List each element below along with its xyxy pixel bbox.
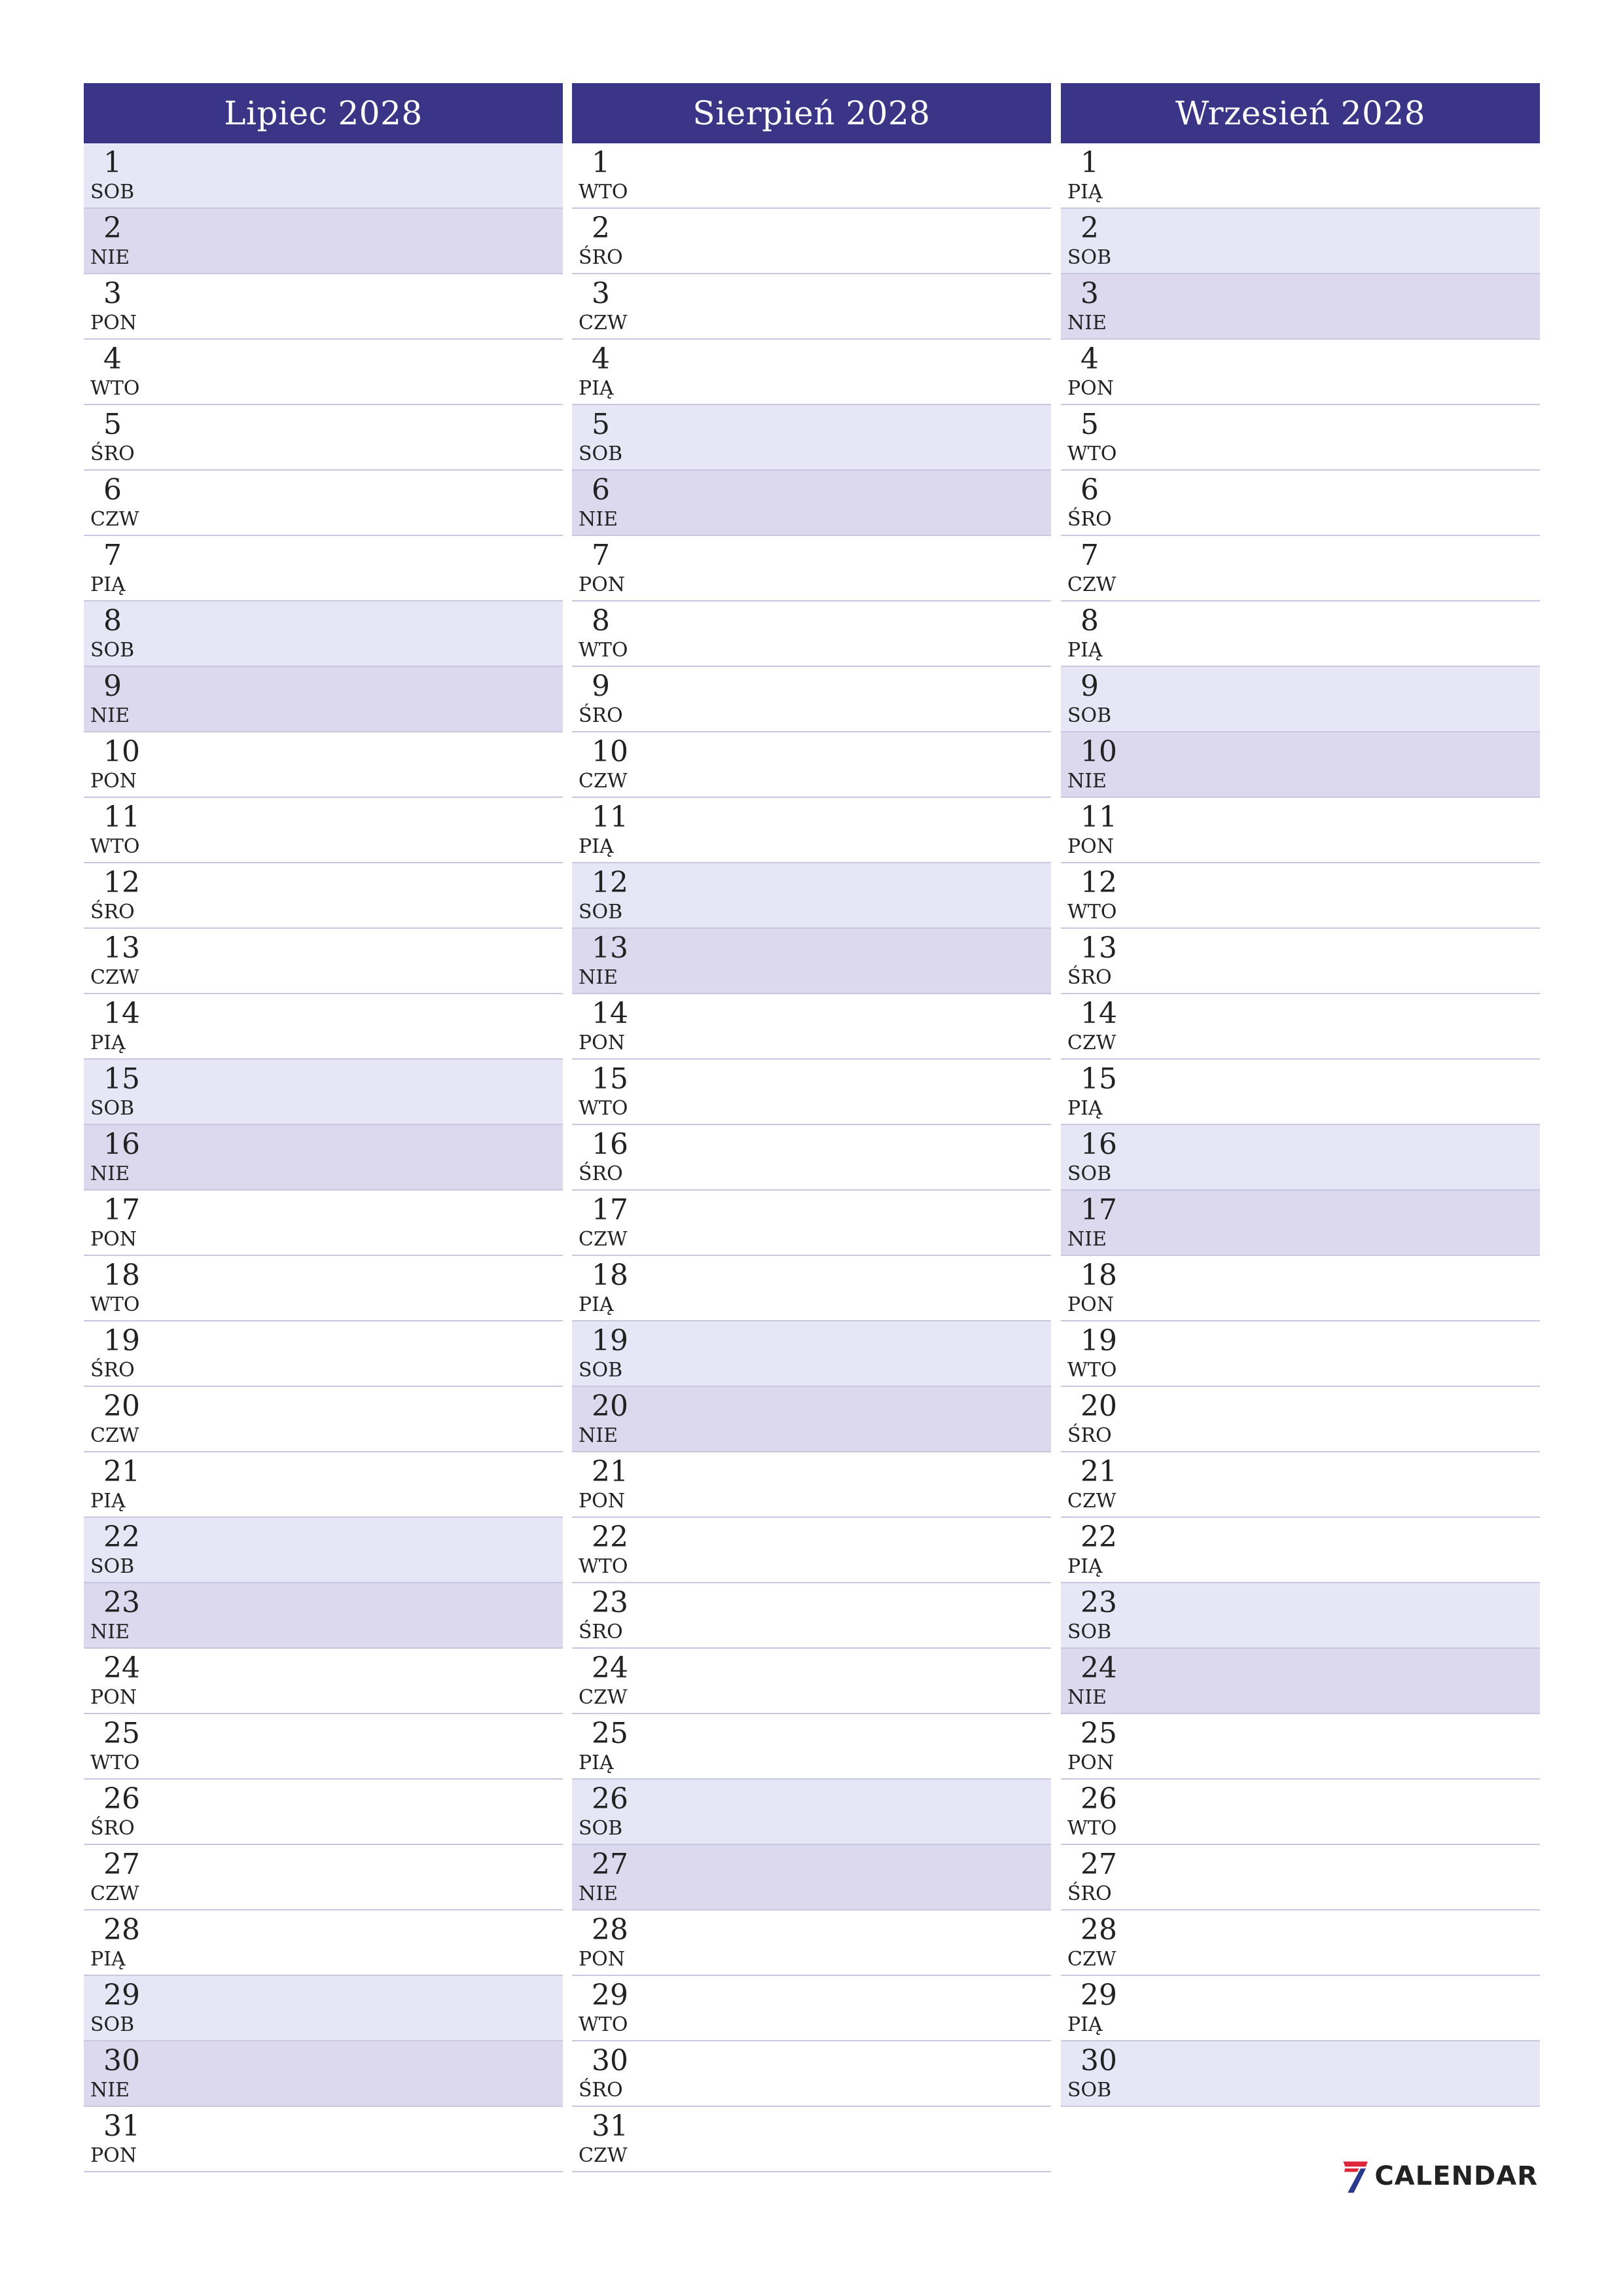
day-number: 30 [592,2044,628,2077]
day-row [572,1518,1051,1583]
month-title: Lipiec 2028 [84,83,563,143]
day-row [84,667,563,732]
weekday-name: CZW [579,1686,628,1709]
weekday-name: SOB [1067,1621,1112,1643]
weekday-name: NIE [579,508,618,531]
weekday-name: PIĄ [90,1948,126,1971]
weekday-name: NIE [90,704,130,727]
day-row [1061,471,1540,536]
day-number: 25 [1080,1717,1117,1750]
weekday-name: ŚRO [579,1621,623,1643]
day-row [1061,274,1540,340]
day-number: 29 [1080,1979,1117,2012]
weekday-name: WTO [90,377,140,400]
calendar-logo [1342,2150,1538,2202]
day-row [84,2041,563,2107]
weekday-name: ŚRO [90,901,135,924]
weekday-name: SOB [90,1555,135,1578]
day-row [572,471,1051,536]
day-row [84,1583,563,1649]
weekday-name: SOB [579,1359,623,1382]
day-number: 24 [592,1651,628,1685]
day-row [1061,340,1540,405]
weekday-name: PIĄ [579,835,614,858]
day-row [572,143,1051,209]
weekday-name: PON [1067,1751,1115,1774]
day-row [572,1125,1051,1191]
day-row [572,340,1051,405]
day-row [1061,1125,1540,1191]
logo-text: CALENDAR [1374,2161,1538,2191]
day-number: 12 [1080,866,1117,899]
day-row [84,340,563,405]
weekday-name: SOB [1067,2079,1112,2102]
day-row [84,1256,563,1321]
day-number: 19 [592,1324,628,1357]
weekday-name: ŚRO [579,246,623,269]
weekday-name: PIĄ [579,377,614,400]
day-number: 29 [592,1979,628,2012]
weekday-name: CZW [90,1424,139,1447]
weekday-name: CZW [579,2144,628,2167]
day-number: 30 [103,2044,140,2077]
weekday-name: PON [1067,1293,1115,1316]
day-row [572,1714,1051,1780]
weekday-name: NIE [1067,1686,1107,1709]
weekday-name: PON [90,1228,137,1251]
day-row [572,1060,1051,1125]
day-number: 9 [103,670,122,703]
day-row [84,143,563,209]
day-number: 17 [103,1193,140,1227]
day-row [1061,1976,1540,2041]
day-number: 15 [103,1062,140,1096]
weekday-name: NIE [579,1882,618,1905]
weekday-name: NIE [1067,312,1107,334]
weekday-name: NIE [1067,1228,1107,1251]
day-number: 20 [1080,1390,1117,1423]
day-number: 22 [592,1520,628,1554]
day-number: 28 [103,1913,140,1946]
day-row [572,1321,1051,1387]
day-number: 2 [103,211,122,245]
day-number: 5 [592,408,610,441]
day-row [84,1125,563,1191]
day-number: 21 [1080,1455,1117,1488]
day-number: 4 [592,342,610,376]
weekday-name: WTO [90,835,140,858]
day-number: 2 [1080,211,1099,245]
day-row [84,1780,563,1845]
day-number: 15 [592,1062,628,1096]
weekday-name: CZW [579,1228,628,1251]
day-number: 13 [103,931,140,965]
day-row [572,1780,1051,1845]
month-column-september [1061,83,1540,2107]
weekday-name: PIĄ [579,1751,614,1774]
day-number: 6 [103,473,122,507]
day-number: 14 [1080,997,1117,1030]
day-number: 21 [103,1455,140,1488]
day-row [572,667,1051,732]
weekday-name: WTO [90,1293,140,1316]
seven-logo-icon [1342,2150,1369,2202]
weekday-name: CZW [90,1882,139,1905]
month-column-july [84,83,563,2172]
month-column-august [572,83,1051,2172]
day-number: 19 [1080,1324,1117,1357]
day-row [572,863,1051,929]
day-number: 11 [592,800,628,834]
weekday-name: PON [579,1031,626,1054]
day-row [1061,1452,1540,1518]
weekday-name: SOB [1067,704,1112,727]
day-number: 5 [1080,408,1099,441]
day-number: 27 [1080,1848,1117,1881]
weekday-name: CZW [1067,573,1116,596]
weekday-name: NIE [90,1621,130,1643]
weekday-name: NIE [90,1162,130,1185]
day-row [1061,601,1540,667]
day-row [1061,929,1540,994]
day-number: 2 [592,211,610,245]
day-number: 26 [103,1782,140,1816]
day-row [84,1452,563,1518]
day-number: 15 [1080,1062,1117,1096]
weekday-name: CZW [1067,1948,1116,1971]
day-number: 10 [592,735,628,768]
day-row [84,274,563,340]
weekday-name: PIĄ [1067,2013,1103,2036]
day-row [84,929,563,994]
day-row [1061,1910,1540,1976]
day-number: 26 [1080,1782,1117,1816]
day-list [1061,143,1540,2107]
day-number: 30 [1080,2044,1117,2077]
weekday-name: PON [90,312,137,334]
day-list [572,143,1051,2172]
day-number: 22 [103,1520,140,1554]
day-number: 12 [592,866,628,899]
weekday-name: PIĄ [1067,639,1103,662]
day-number: 6 [592,473,610,507]
day-row [1061,143,1540,209]
day-row [84,798,563,863]
day-row [84,1845,563,1910]
weekday-name: WTO [90,1751,140,1774]
day-number: 16 [103,1128,140,1161]
weekday-name: ŚRO [90,1359,135,1382]
weekday-name: PON [579,1490,626,1513]
day-row [572,536,1051,601]
weekday-name: PIĄ [90,573,126,596]
day-row [572,1191,1051,1256]
day-number: 18 [103,1259,140,1292]
day-number: 9 [1080,670,1099,703]
day-row [572,2107,1051,2172]
day-row [84,2107,563,2172]
day-number: 23 [103,1586,140,1619]
day-number: 14 [103,997,140,1030]
day-row [84,994,563,1060]
day-number: 7 [103,539,122,572]
weekday-name: NIE [90,246,130,269]
day-number: 10 [103,735,140,768]
day-row [84,1321,563,1387]
weekday-name: PIĄ [1067,181,1103,204]
day-row [572,1976,1051,2041]
day-number: 25 [592,1717,628,1750]
day-row [1061,1518,1540,1583]
day-row [572,929,1051,994]
day-number: 7 [1080,539,1099,572]
day-number: 4 [1080,342,1099,376]
day-row [572,601,1051,667]
day-row [572,994,1051,1060]
day-row [1061,1191,1540,1256]
day-row [572,1256,1051,1321]
day-number: 26 [592,1782,628,1816]
day-number: 27 [592,1848,628,1881]
weekday-name: SOB [90,639,135,662]
day-row [572,209,1051,274]
day-number: 17 [592,1193,628,1227]
day-number: 9 [592,670,610,703]
day-row [84,1976,563,2041]
day-number: 13 [1080,931,1117,965]
weekday-name: NIE [1067,770,1107,793]
day-row [572,1910,1051,1976]
day-row [572,1583,1051,1649]
day-number: 31 [103,2109,140,2143]
weekday-name: SOB [90,2013,135,2036]
day-row [84,1910,563,1976]
weekday-name: CZW [579,770,628,793]
weekday-name: CZW [579,312,628,334]
month-title: Sierpień 2028 [572,83,1051,143]
day-row [1061,994,1540,1060]
weekday-name: WTO [579,1555,628,1578]
day-row [84,1387,563,1452]
day-number: 3 [1080,277,1099,310]
weekday-name: SOB [90,1097,135,1120]
day-row [572,1387,1051,1452]
weekday-name: ŚRO [1067,1424,1112,1447]
day-number: 1 [592,146,610,179]
day-number: 31 [592,2109,628,2143]
weekday-name: ŚRO [579,1162,623,1185]
month-title: Wrzesień 2028 [1061,83,1540,143]
day-row [1061,667,1540,732]
day-row [1061,1060,1540,1125]
day-number: 3 [103,277,122,310]
day-number: 16 [592,1128,628,1161]
weekday-name: SOB [1067,1162,1112,1185]
weekday-name: WTO [1067,901,1117,924]
day-number: 25 [103,1717,140,1750]
weekday-name: WTO [1067,442,1117,465]
day-row [572,1649,1051,1714]
day-number: 18 [1080,1259,1117,1292]
day-row [84,1518,563,1583]
day-row [84,732,563,798]
day-row [1061,1256,1540,1321]
weekday-name: PIĄ [90,1031,126,1054]
day-number: 28 [1080,1913,1117,1946]
day-row [84,405,563,471]
day-number: 11 [103,800,140,834]
weekday-name: PIĄ [1067,1555,1103,1578]
day-row [84,1649,563,1714]
day-number: 12 [103,866,140,899]
day-row [1061,1780,1540,1845]
weekday-name: ŚRO [1067,508,1112,531]
day-row [572,732,1051,798]
weekday-name: ŚRO [1067,1882,1112,1905]
day-number: 13 [592,931,628,965]
day-number: 3 [592,277,610,310]
weekday-name: CZW [90,966,139,989]
day-number: 24 [1080,1651,1117,1685]
weekday-name: ŚRO [90,1817,135,1840]
weekday-name: SOB [579,1817,623,1840]
weekday-name: WTO [579,1097,628,1120]
day-number: 8 [592,604,610,637]
weekday-name: PON [579,573,626,596]
day-number: 11 [1080,800,1117,834]
day-number: 7 [592,539,610,572]
weekday-name: PON [1067,835,1115,858]
day-number: 29 [103,1979,140,2012]
day-row [1061,536,1540,601]
day-row [1061,798,1540,863]
day-row [572,1452,1051,1518]
day-number: 20 [592,1390,628,1423]
day-number: 27 [103,1848,140,1881]
day-row [84,601,563,667]
day-row [1061,1714,1540,1780]
weekday-name: PIĄ [579,1293,614,1316]
day-number: 5 [103,408,122,441]
weekday-name: CZW [1067,1031,1116,1054]
day-row [1061,1583,1540,1649]
day-number: 4 [103,342,122,376]
day-row [1061,405,1540,471]
weekday-name: PIĄ [90,1490,126,1513]
weekday-name: CZW [90,508,139,531]
day-row [572,274,1051,340]
weekday-name: ŚRO [90,442,135,465]
weekday-name: WTO [1067,1359,1117,1382]
weekday-name: SOB [579,442,623,465]
day-number: 8 [1080,604,1099,637]
day-row [84,1191,563,1256]
day-number: 16 [1080,1128,1117,1161]
weekday-name: ŚRO [579,704,623,727]
weekday-name: PON [579,1948,626,1971]
weekday-name: WTO [1067,1817,1117,1840]
day-number: 23 [1080,1586,1117,1619]
day-row [572,2041,1051,2107]
day-number: 1 [1080,146,1099,179]
day-list [84,143,563,2172]
day-number: 24 [103,1651,140,1685]
weekday-name: WTO [579,639,628,662]
weekday-name: SOB [90,181,135,204]
day-row [84,471,563,536]
weekday-name: PON [90,2144,137,2167]
weekday-name: PON [90,1686,137,1709]
day-number: 18 [592,1259,628,1292]
day-row [1061,2041,1540,2107]
day-number: 20 [103,1390,140,1423]
weekday-name: SOB [1067,246,1112,269]
weekday-name: SOB [579,901,623,924]
weekday-name: CZW [1067,1490,1116,1513]
weekday-name: ŚRO [579,2079,623,2102]
day-row [1061,1649,1540,1714]
day-row [84,1060,563,1125]
day-number: 19 [103,1324,140,1357]
day-number: 8 [103,604,122,637]
day-number: 6 [1080,473,1099,507]
day-row [572,405,1051,471]
day-row [1061,209,1540,274]
day-number: 14 [592,997,628,1030]
weekday-name: NIE [579,966,618,989]
day-row [1061,1321,1540,1387]
day-row [1061,732,1540,798]
day-row [1061,1387,1540,1452]
day-row [572,1845,1051,1910]
weekday-name: WTO [579,2013,628,2036]
day-row [84,863,563,929]
day-number: 17 [1080,1193,1117,1227]
day-number: 23 [592,1586,628,1619]
weekday-name: PIĄ [1067,1097,1103,1120]
day-number: 10 [1080,735,1117,768]
weekday-name: PON [90,770,137,793]
day-row [1061,863,1540,929]
weekday-name: NIE [579,1424,618,1447]
day-row [1061,1845,1540,1910]
day-number: 21 [592,1455,628,1488]
day-number: 1 [103,146,122,179]
weekday-name: NIE [90,2079,130,2102]
day-row [84,536,563,601]
weekday-name: ŚRO [1067,966,1112,989]
weekday-name: WTO [579,181,628,204]
day-row [572,798,1051,863]
day-number: 28 [592,1913,628,1946]
weekday-name: PON [1067,377,1115,400]
day-row [84,209,563,274]
day-number: 22 [1080,1520,1117,1554]
day-row [84,1714,563,1780]
